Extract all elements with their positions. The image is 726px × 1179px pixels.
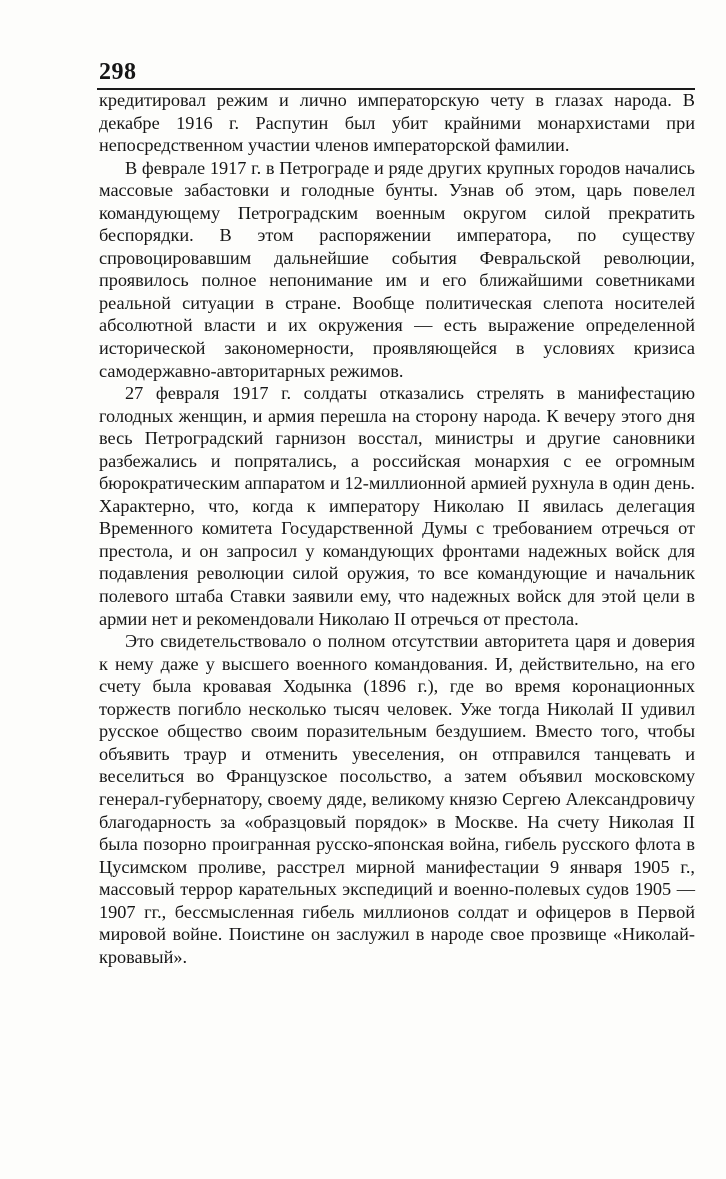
- paragraph-2: В феврале 1917 г. в Петрограде и ряде других крупных городов начались массовые забастовки и голодные бунты. Узнав об этом, царь повелел командующему Петроградским военным округом силой прекратить беспорядки. В этом распоряжении императора, по существу спровоцировавшим дальнейшие события Февральской революции, проявилось полное непонимание им и его ближайшими советниками реальной ситуации в стране. Вообще политическая слепота носителей абсолютной власти и их окружения — есть выражение определенной исторической закономерности, проявляющейся в условиях кризиса самодержавно-авторитарных режимов.: [99, 157, 695, 381]
- paragraph-4: Это свидетельствовало о полном отсутствии авторитета царя и доверия к нему даже у высшего военного командования. И, действительно, на его счету была кровавая Ходынка (1896 г.), где во время коронационных торжеств погибло несколько тысяч человек. Уже тогда Николай II удивил русское общество своим поразительным бездушием. Вместо того, чтобы объявить траур и отменить увеселения, он отправился танцевать и веселиться во Французское посольство, а затем объявил московскому генерал-губернатору, своему дяде, великому князю Сергею Александровичу благодарность за «образцовый порядок» в Москве. На счету Николая II была позорно проигранная русско-японская война, гибель русского флота в Цусимском проливе, расстрел мирной манифестации 9 января 1905 г., массовый террор карательных экспедиций и военно-полевых судов 1905 — 1907 гг., бессмысленная гибель миллионов солдат и офицеров в Первой мировой войне. Поистине он заслужил в народе свое прозвище «Николай-кровавый».: [99, 631, 695, 967]
- page-number: 298: [99, 59, 137, 85]
- text-body: [99, 89, 695, 968]
- paragraph-1: кредитировал режим и лично императорскую чету в глазах народа. В декабре 1916 г. Распутин был убит крайними монархистами при непосредственном участии членов императорской фамилии.: [99, 90, 695, 156]
- paragraph-3: 27 февраля 1917 г. солдаты отказались стрелять в манифестацию голодных женщин, и армия перешла на сторону народа. К вечеру этого дня весь Петроградский гарнизон восстал, министры и другие сановники разбежались и попрятались, а российская монархия с ее огромным бюрократическим аппаратом и 12-миллионной армией рухнула в один день. Характерно, что, когда к императору Николаю II явилась делегация Временного комитета Государственной Думы с требованием отречься от престола, и он запросил у командующих фронтами надежных войск для подавления революции силой оружия, то все командующие и начальник полевого штаба Ставки заявили ему, что надежных войск для этой цели в армии нет и рекомендовали Николаю II отречься от престола.: [99, 383, 695, 629]
